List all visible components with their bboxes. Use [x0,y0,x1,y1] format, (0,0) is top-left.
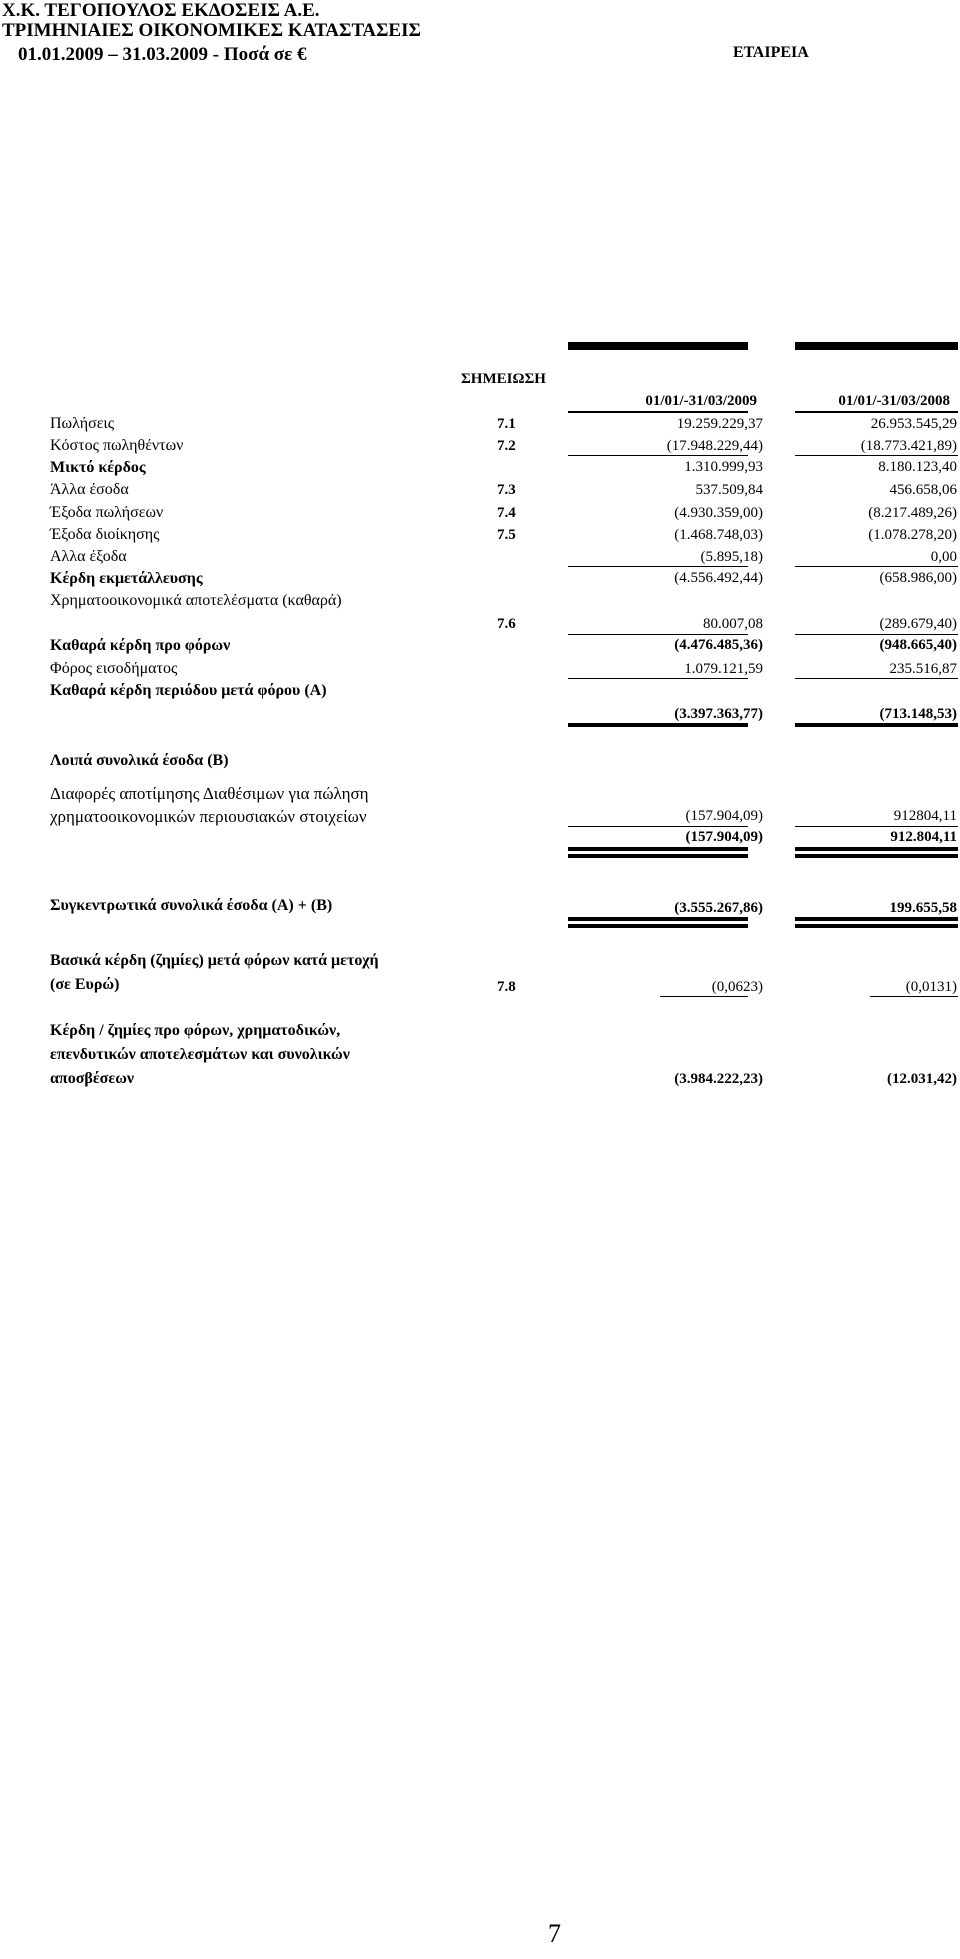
header-underline-current [568,411,748,413]
total-double-line [795,917,958,921]
subtotal-line [568,634,748,635]
row-prior: (18.773.421,89) [860,438,957,454]
row-current: (3.397.363,77) [674,706,763,722]
row-current: (17.948.229,44) [666,438,763,454]
total-double-line [795,854,958,858]
row-note: 7.2 [497,438,516,454]
row-current: 1.310.999,93 [684,459,763,475]
ebitda-prior: (12.031,42) [887,1071,957,1087]
column-bar-prior [795,342,958,350]
eps-underline [660,996,748,997]
subtotal-line [795,566,958,567]
row-note: 7.4 [497,505,516,521]
subtotal-line [568,455,748,456]
row-prior: 456.658,06 [889,482,957,498]
row-label: Κέρδη εκμετάλλευσης [50,570,203,587]
subtotal-line [795,826,958,827]
subtotal-line [795,455,958,456]
row-note: 7.5 [497,527,516,543]
row-label: Χρηματοοικονομικά αποτελέσματα (καθαρά) [50,592,342,609]
oci-line-2: χρηματοοικονομικών περιουσιακών στοιχείων [50,807,367,826]
row-current: (5.895,18) [700,549,763,565]
oci-line-1: Διαφορές αποτίμησης Διαθέσιμων για πώληση [50,784,369,803]
ebitda-current: (3.984.222,23) [674,1071,763,1087]
row-current: 537.509,84 [695,482,763,498]
eps-current: (0,0623) [711,979,763,995]
row-note: 7.6 [497,616,516,632]
ebitda-label-1: Κέρδη / ζημίες προ φόρων, χρηματοδικών, [50,1022,341,1039]
eps-label-2: (σε Ευρώ) [50,976,120,993]
total-double-line [795,847,958,851]
row-current: 80.007,08 [703,616,763,632]
row-label: Καθαρά κέρδη περιόδου μετά φόρου (Α) [50,682,327,699]
row-prior: (713.148,53) [879,706,957,722]
oci-title: Λοιπά συνολικά έσοδα (Β) [50,752,229,769]
period-title: 01.01.2009 – 31.03.2009 - Ποσά σε € [18,44,307,65]
row-label: Κόστος πωληθέντων [50,437,184,454]
row-current: (4.476.485,36) [674,637,763,653]
row-note: 7.3 [497,482,516,498]
ebitda-label-3: αποσβέσεων [50,1070,135,1087]
total-comprehensive-prior: 199.655,58 [889,900,957,916]
note-column-header: ΣΗΜΕΙΩΣΗ [461,371,546,387]
subtotal-line [568,566,748,567]
eps-prior: (0,0131) [905,979,957,995]
row-label: Έξοδα διοίκησης [50,526,160,543]
row-current: 19.259.229,37 [676,416,763,432]
oci-current: (157.904,09) [685,808,763,824]
row-label: Πωλήσεις [50,415,115,432]
row-current: (4.930.359,00) [674,505,763,521]
total-double-line [568,917,748,921]
subtotal-line [795,634,958,635]
row-label: Μικτό κέρδος [50,459,146,476]
oci-total-current: (157.904,09) [685,829,763,845]
row-prior: 0,00 [930,549,957,565]
row-prior: 8.180.123,40 [878,459,957,475]
total-comprehensive-label: Συγκεντρωτικά συνολικά έσοδα (Α) + (Β) [50,897,333,914]
eps-underline [870,996,958,997]
row-label: Έξοδα πωλήσεων [50,504,164,521]
total-double-line [795,924,958,928]
eps-label-1: Βασικά κέρδη (ζημίες) μετά φόρων κατά μετοχή [50,952,379,969]
row-prior: (289.679,40) [879,616,957,632]
subtotal-line [795,678,958,679]
row-current: (1.468.748,03) [674,527,763,543]
eps-note: 7.8 [497,979,516,995]
page-number: 7 [548,1919,561,1948]
row-prior: (1.078.278,20) [868,527,957,543]
subtotal-line [568,678,748,679]
row-prior: (658.986,00) [879,570,957,586]
prior-period-header: 01/01/-31/03/2008 [838,393,950,409]
oci-prior: 912804,11 [893,808,957,824]
row-current: 1.079.121,59 [684,661,763,677]
ebitda-label-2: επενδυτικών αποτελεσμάτων και συνολικών [50,1046,350,1063]
row-label: Φόρος εισοδήματος [50,660,178,677]
row-prior: (948.665,40) [879,637,957,653]
row-prior: 235.516,87 [889,661,957,677]
row-prior: 26.953.545,29 [870,416,957,432]
total-double-line [795,723,958,727]
total-double-line [568,723,748,727]
oci-total-prior: 912.804,11 [890,829,957,845]
company-name: Χ.Κ. ΤΕΓΟΠΟΥΛΟΣ ΕΚΔΟΣΕΙΣ Α.Ε. [2,0,320,21]
total-double-line [568,854,748,858]
header-underline-prior [795,411,958,413]
row-label: Αλλα έξοδα [50,548,127,565]
current-period-header: 01/01/-31/03/2009 [645,393,757,409]
total-double-line [568,847,748,851]
total-comprehensive-current: (3.555.267,86) [674,900,763,916]
row-prior: (8.217.489,26) [868,505,957,521]
column-bar-current [568,342,748,350]
total-double-line [568,924,748,928]
row-label: Καθαρά κέρδη προ φόρων [50,637,231,654]
statement-title: ΤΡΙΜΗΝΙΑΙΕΣ ΟΙΚΟΝΟΜΙΚΕΣ ΚΑΤΑΣΤΑΣΕΙΣ [2,20,421,41]
row-label: Άλλα έσοδα [50,481,129,498]
subtotal-line [568,826,748,827]
row-current: (4.556.492,44) [674,570,763,586]
entity-label: ΕΤΑΙΡΕΙΑ [733,44,809,61]
row-note: 7.1 [497,416,516,432]
